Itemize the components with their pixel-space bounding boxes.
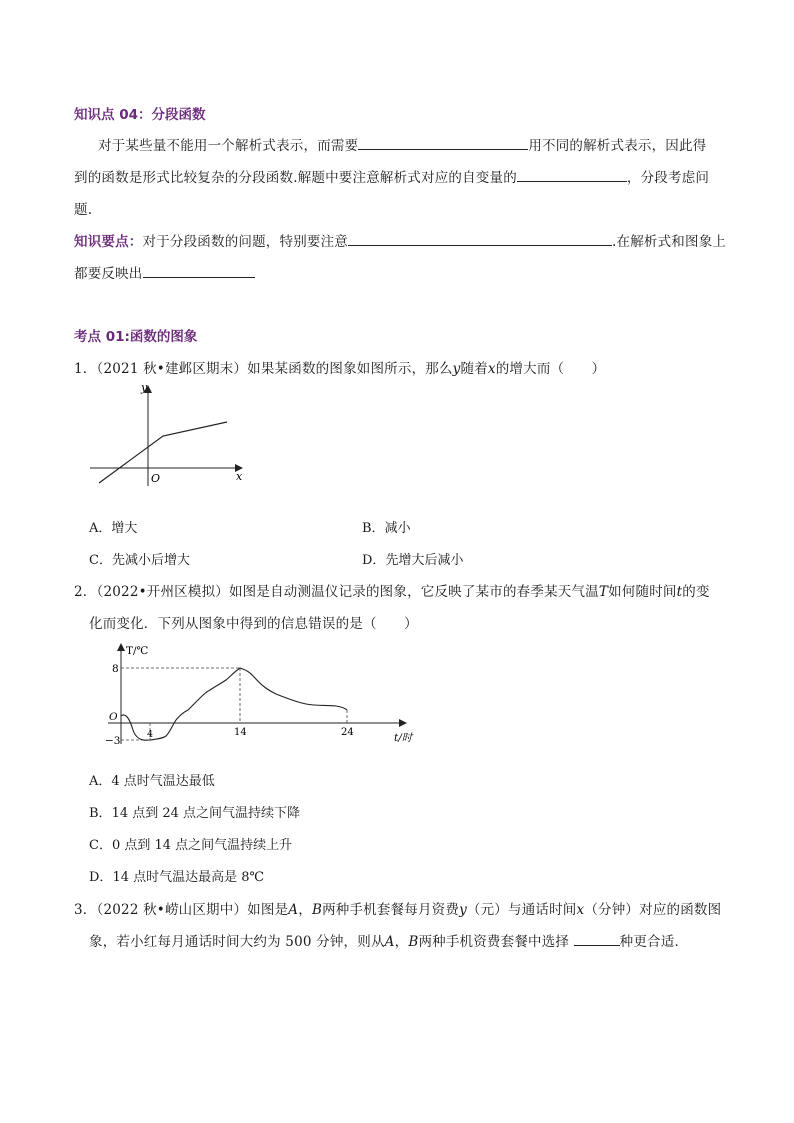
section-title: 考点 01:函数的图象 [74, 329, 198, 345]
q3-number: 3． [74, 902, 97, 918]
q2-var-t: t [676, 584, 683, 600]
knowledge-key-line-1 [74, 230, 726, 250]
q2-y-tick-neg3: −3 [105, 735, 121, 747]
q3-var-x: x [576, 902, 585, 918]
q3-text-c: （元）与通话时间 [466, 902, 577, 918]
q2-x-tick-14: 14 [234, 727, 247, 738]
knowledge-paragraph-line-1 [98, 134, 706, 154]
knowledge-key-line-2 [74, 262, 255, 282]
q3-text-b: 两种手机套餐每月资费 [322, 902, 460, 918]
knowledge-p2-a: 到的函数是形式比较复杂的分段函数.解题中要注意解析式对应的自变量的 [74, 170, 517, 186]
q3-var-B2: B [408, 934, 419, 950]
q2-stem-line-2: 化而变化．下列从图象中得到的信息错误的是（ ） [89, 616, 418, 632]
q2-option-c[interactable]: C．0 点到 14 点之间气温持续上升 [89, 838, 293, 853]
blank-fill-2[interactable] [517, 167, 627, 182]
q2-temperature-graph [100, 640, 430, 748]
q1-function-graph [85, 378, 255, 493]
q2-x-tick-4: 4 [147, 729, 154, 740]
q1-option-b[interactable]: B．减小 [362, 521, 411, 536]
q3-text-d: （分钟）对应的函数图 [584, 902, 722, 918]
q2-option-a[interactable]: A．4 点时气温达最低 [89, 774, 215, 789]
q2-text-b: 如何随时间 [608, 584, 677, 600]
q3-var-A: A [288, 902, 299, 918]
q3-text-e: 象，若小红每月通话时间大约为 500 分钟，则从 [89, 934, 385, 950]
knowledge-key-b: .在解析式和图象上 [612, 234, 727, 250]
q1-option-d[interactable]: D．先增大后减小 [362, 553, 464, 568]
q3-answer-blank[interactable] [574, 931, 620, 946]
q2-source: （2022•开州区模拟） [96, 584, 229, 600]
q3-source: （2022 秋•崂山区期中） [96, 902, 248, 918]
q3-stem-line-2 [89, 930, 688, 950]
q2-origin-label: O [109, 711, 118, 723]
knowledge-key-a: 对于分段函数的问题，特别要注意 [142, 234, 348, 250]
q1-origin-label: O [151, 472, 161, 485]
q1-x-label: x [236, 470, 243, 483]
q3-text-a: 如图是 [247, 902, 289, 918]
q3-text-f: 两种手机资费套餐中选择 [418, 934, 570, 950]
knowledge-key-c: 都要反映出 [74, 266, 143, 282]
q1-y-label: y [141, 381, 148, 394]
q1-option-c[interactable]: C．先减小后增大 [89, 553, 190, 568]
q2-var-T: T [598, 584, 609, 600]
q1-number: 1． [74, 361, 97, 377]
key-points-label: 知识要点： [74, 234, 143, 250]
q1-var-y: y [452, 361, 461, 377]
q3-sep: ， [298, 902, 312, 918]
q2-x-label: t/时 [394, 732, 413, 744]
knowledge-p2-b: ，分段考虑问 [626, 170, 710, 186]
q2-y-tick-8: 8 [112, 663, 119, 675]
q3-var-y: y [459, 902, 467, 918]
q1-text-a: 如果某函数的图象如图所示，那么 [247, 361, 453, 377]
q1-option-a[interactable]: A．增大 [89, 521, 138, 536]
q2-text-c: 的变 [682, 584, 710, 600]
q3-var-B: B [311, 902, 323, 918]
q1-function-line [99, 422, 227, 483]
q1-stem [74, 357, 605, 377]
q2-y-label: T/℃ [126, 645, 149, 657]
q3-var-A2: A [384, 934, 395, 950]
blank-fill-1[interactable] [358, 135, 528, 150]
knowledge-paragraph-line-2 [74, 166, 709, 186]
q1-source: （2021 秋•建邺区期末） [96, 361, 248, 377]
q3-stem-line-1 [74, 898, 721, 918]
knowledge-title: 知识点 04：分段函数 [74, 107, 206, 123]
knowledge-p1-b: 用不同的解析式表示，因此得 [528, 138, 707, 154]
knowledge-p1-a: 对于某些量不能用一个解析式表示，而需要 [98, 138, 359, 154]
q1-text-b: 随着 [460, 361, 488, 377]
q1-text-c: 的增大而（ ） [495, 361, 606, 377]
q2-option-d[interactable]: D．14 点时气温达最高是 8℃ [89, 870, 265, 885]
q2-stem-line-1 [74, 580, 710, 600]
q2-x-tick-24: 24 [341, 727, 354, 738]
q2-text-a: 如图是自动测温仪记录的图象，它反映了某市的春季某天气温 [228, 584, 599, 600]
blank-fill-4[interactable] [143, 263, 255, 278]
q2-option-b[interactable]: B．14 点到 24 点之间气温持续下降 [89, 806, 301, 821]
q1-var-x: x [487, 361, 496, 377]
blank-fill-3[interactable] [348, 231, 612, 246]
knowledge-p3: 题. [74, 202, 93, 218]
q3-text-g: 种更合适． [619, 934, 689, 950]
q3-sep2: ， [394, 934, 409, 950]
q2-number: 2． [74, 584, 97, 600]
